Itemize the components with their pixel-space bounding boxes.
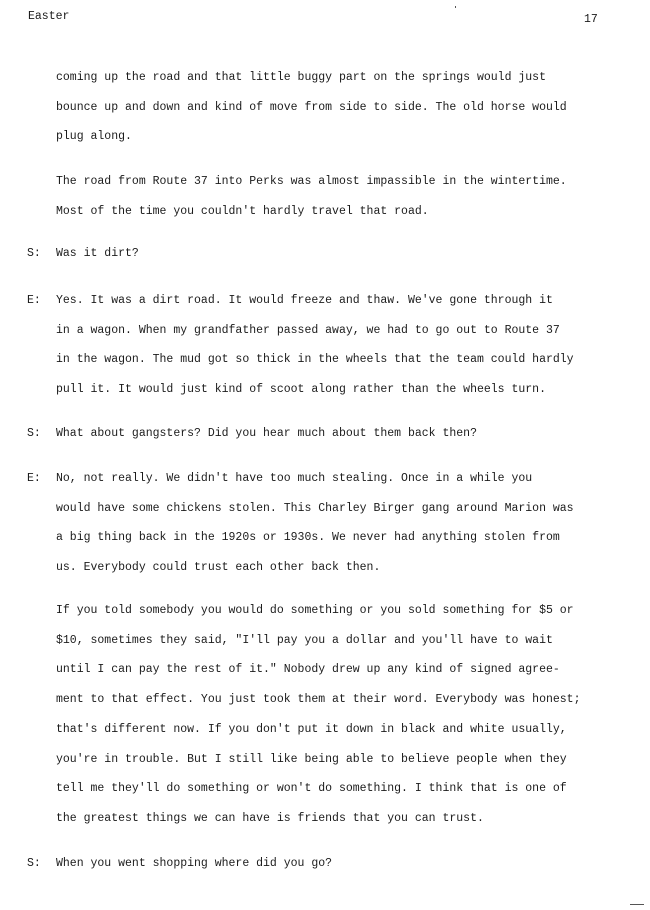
- speaker-label: E:: [27, 472, 41, 485]
- header-interviewee-name: Easter: [28, 10, 70, 23]
- scan-mark: [455, 6, 456, 8]
- header-page-number: 17: [584, 13, 598, 26]
- transcript-line: you're in trouble. But I still like being able to believe people when they: [56, 753, 567, 766]
- transcript-line: in the wagon. The mud got so thick in the wheels that the team could hardly: [56, 353, 574, 366]
- transcript-line: ment to that effect. You just took them at their word. Everybody was honest;: [56, 693, 581, 706]
- transcript-line: What about gangsters? Did you hear much about them back then?: [56, 427, 477, 440]
- transcript-line: No, not really. We didn't have too much stealing. Once in a while you: [56, 472, 533, 485]
- transcript-line: plug along.: [56, 130, 132, 143]
- speaker-label: E:: [27, 294, 41, 307]
- transcript-line: in a wagon. When my grandfather passed away, we had to go out to Route 37: [56, 324, 560, 337]
- transcript-line: tell me they'll do something or won't do something. I think that is one of: [56, 782, 567, 795]
- transcript-line: If you told somebody you would do something or you sold something for $5 or: [56, 604, 574, 617]
- transcript-line: would have some chickens stolen. This Charley Birger gang around Marion was: [56, 502, 574, 515]
- speaker-label: S:: [27, 247, 41, 260]
- transcript-line: Most of the time you couldn't hardly travel that road.: [56, 205, 429, 218]
- transcript-line: Was it dirt?: [56, 247, 139, 260]
- transcript-line: pull it. It would just kind of scoot along rather than the wheels turn.: [56, 383, 546, 396]
- transcript-line: bounce up and down and kind of move from side to side. The old horse would: [56, 101, 567, 114]
- transcript-line: the greatest things we can have is friends that you can trust.: [56, 812, 484, 825]
- transcript-line: $10, sometimes they said, "I'll pay you a dollar and you'll have to wait: [56, 634, 553, 647]
- scan-mark: [630, 904, 644, 905]
- speaker-label: S:: [27, 427, 41, 440]
- transcript-line: that's different now. If you don't put it down in black and white usually,: [56, 723, 567, 736]
- transcript-line: coming up the road and that little buggy part on the springs would just: [56, 71, 546, 84]
- transcript-line: Yes. It was a dirt road. It would freeze and thaw. We've gone through it: [56, 294, 553, 307]
- transcript-line: us. Everybody could trust each other back then.: [56, 561, 381, 574]
- transcript-line: a big thing back in the 1920s or 1930s. We never had anything stolen from: [56, 531, 560, 544]
- transcript-line: When you went shopping where did you go?: [56, 857, 333, 870]
- speaker-label: S:: [27, 857, 41, 870]
- transcript-line: until I can pay the rest of it." Nobody drew up any kind of signed agree-: [56, 663, 560, 676]
- transcript-line: The road from Route 37 into Perks was almost impassible in the wintertime.: [56, 175, 567, 188]
